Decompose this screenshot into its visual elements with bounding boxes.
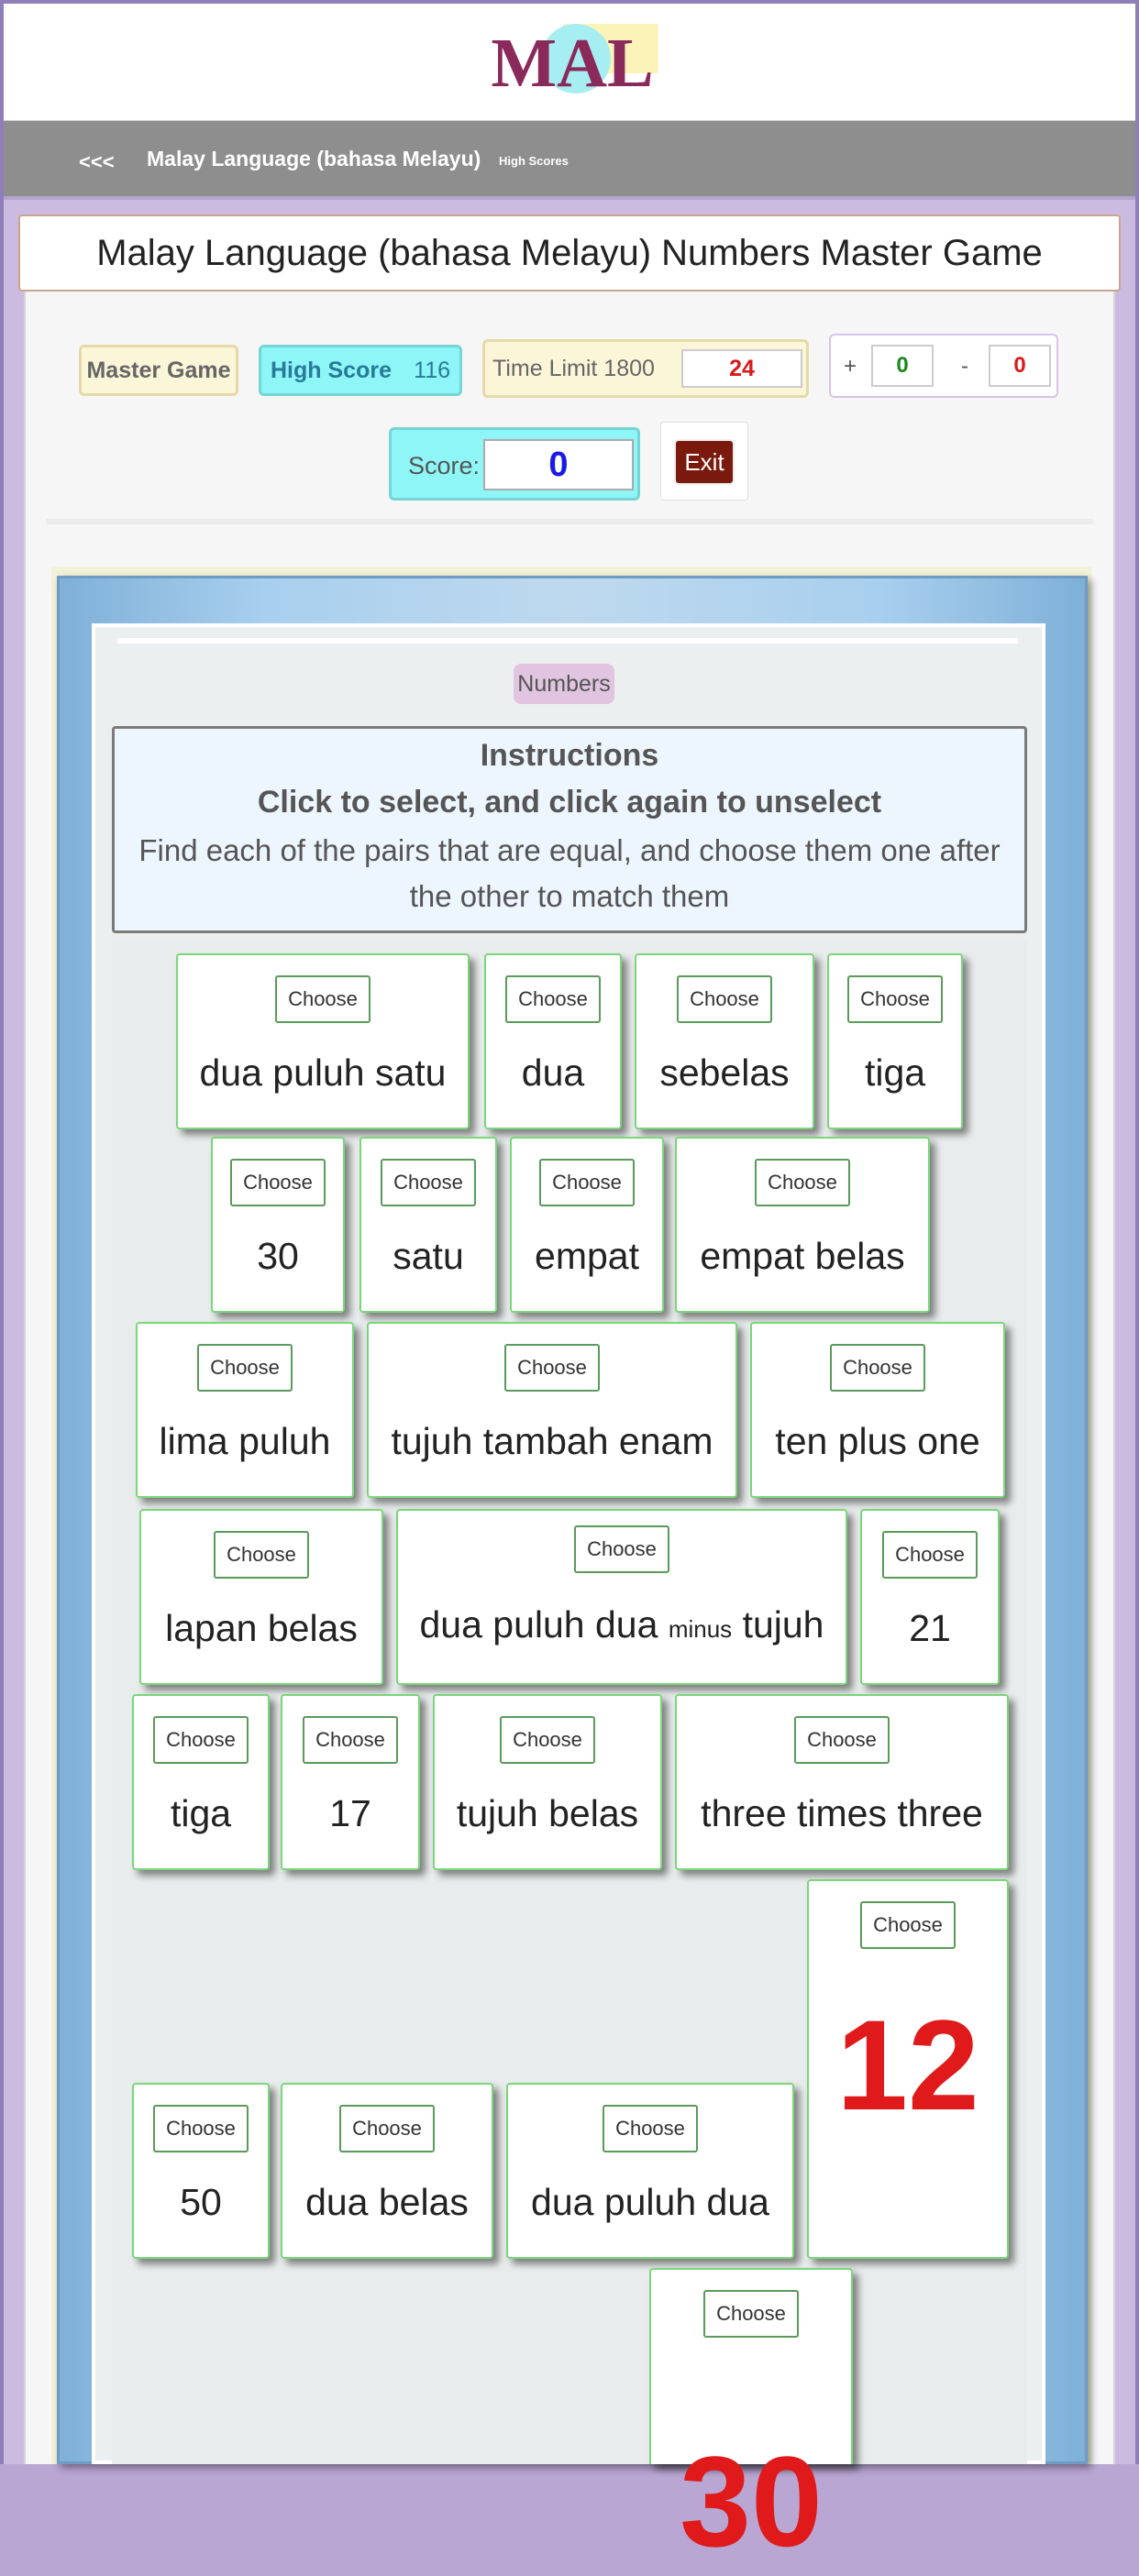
high-score-value: 116 <box>414 357 450 383</box>
divider <box>46 519 1093 524</box>
choose-button[interactable]: Choose <box>860 1901 956 1949</box>
score-value: 0 <box>483 439 634 490</box>
card-label: tiga <box>170 1792 232 1834</box>
card[interactable] <box>176 953 470 1129</box>
choose-button[interactable]: Choose <box>882 1531 978 1579</box>
card-label: dua belas <box>305 2181 469 2223</box>
wrong-count: 0 <box>989 345 1051 387</box>
card[interactable] <box>359 1137 497 1313</box>
game-mode-label: Master Game <box>86 357 231 383</box>
choose-button[interactable]: Choose <box>500 1716 595 1764</box>
game-title-text: Malay Language (bahasa Melayu) Numbers Master Game <box>96 232 1043 273</box>
high-score-label: High Score <box>271 357 392 383</box>
exit-button[interactable]: Exit <box>674 439 735 485</box>
game-mode-badge <box>79 345 238 396</box>
card[interactable] <box>675 1137 930 1313</box>
card[interactable] <box>396 1509 847 1685</box>
choose-button[interactable]: Choose <box>603 2105 698 2152</box>
card-label: 17 <box>329 1792 371 1834</box>
choose-button[interactable]: Choose <box>230 1159 326 1206</box>
card-label: ten plus one <box>775 1420 980 1462</box>
exit-wrapper <box>660 422 748 501</box>
correct-count: 0 <box>871 345 934 387</box>
card[interactable] <box>281 2083 493 2259</box>
time-limit-badge <box>482 339 809 398</box>
instructions-box <box>112 726 1027 933</box>
card[interactable] <box>807 1879 1009 2259</box>
choose-button[interactable]: Choose <box>275 975 370 1023</box>
score-badge <box>389 427 640 501</box>
card-label: sebelas <box>659 1051 790 1094</box>
choose-button[interactable]: Choose <box>197 1344 293 1392</box>
expr-operator: minus <box>668 1615 733 1643</box>
card-label: dua puluh satu <box>199 1051 447 1094</box>
card-label: 30 <box>680 2429 823 2573</box>
expr-left: dua puluh dua <box>419 1603 658 1646</box>
site-title-link[interactable]: Malay Language (bahasa Melayu) <box>147 147 481 171</box>
card[interactable] <box>860 1509 1000 1685</box>
high-scores-link[interactable]: High Scores <box>499 154 569 168</box>
nav-bar <box>4 121 1135 200</box>
card-label: 12 <box>836 1993 979 2137</box>
choose-button[interactable]: Choose <box>153 2105 249 2152</box>
choose-button[interactable]: Choose <box>505 975 601 1023</box>
card-label <box>398 1603 846 1646</box>
choose-button[interactable]: Choose <box>381 1159 476 1206</box>
card-label: satu <box>393 1235 464 1277</box>
high-score-badge <box>259 345 462 396</box>
card[interactable] <box>675 1694 1009 1870</box>
card-label: 21 <box>909 1607 951 1649</box>
match-counter <box>829 334 1058 398</box>
score-label: Score: <box>408 452 481 479</box>
mal-logo[interactable] <box>481 17 664 108</box>
card[interactable] <box>484 953 622 1129</box>
card-label: dua puluh dua <box>531 2181 769 2223</box>
card-label: tujuh belas <box>456 1792 639 1834</box>
choose-button[interactable]: Choose <box>539 1159 635 1206</box>
choose-button[interactable]: Choose <box>574 1525 669 1573</box>
card-label: 30 <box>257 1235 299 1277</box>
card[interactable] <box>132 2083 270 2259</box>
choose-button[interactable]: Choose <box>303 1716 398 1764</box>
card[interactable] <box>635 953 814 1129</box>
instructions-subheading: Click to select, and click again to unselect <box>257 785 882 820</box>
time-value: 24 <box>681 349 802 388</box>
instructions-heading: Instructions <box>480 738 659 773</box>
card-label: lapan belas <box>165 1607 358 1649</box>
card-label: tujuh tambah enam <box>391 1420 713 1462</box>
choose-button[interactable]: Choose <box>677 975 772 1023</box>
choose-button[interactable]: Choose <box>214 1531 309 1579</box>
choose-button[interactable]: Choose <box>847 975 943 1023</box>
choose-button[interactable]: Choose <box>755 1159 850 1206</box>
choose-button[interactable]: Choose <box>153 1716 249 1764</box>
card[interactable] <box>367 1322 737 1498</box>
card[interactable] <box>433 1694 662 1870</box>
card[interactable] <box>510 1137 664 1313</box>
expr-right: tujuh <box>742 1603 824 1646</box>
svg-text:MAL: MAL <box>491 25 654 102</box>
card-label: dua <box>521 1051 585 1094</box>
card-label: empat <box>535 1235 639 1277</box>
back-link[interactable]: <<< <box>79 150 115 173</box>
card[interactable] <box>827 953 963 1129</box>
card-label: lima puluh <box>159 1420 331 1462</box>
card-label: 50 <box>180 2181 222 2223</box>
card[interactable] <box>132 1694 270 1870</box>
choose-button[interactable]: Choose <box>703 2290 799 2338</box>
plus-sign: + <box>844 354 857 379</box>
minus-sign: - <box>961 354 968 379</box>
instructions-text: Find each of the pairs that are equal, and choose them one after the other to match them <box>138 833 1001 913</box>
game-title <box>18 215 1121 292</box>
card-label: three times three <box>701 1792 983 1834</box>
choose-button[interactable]: Choose <box>339 2105 435 2152</box>
choose-button[interactable]: Choose <box>794 1716 890 1764</box>
card[interactable] <box>281 1694 420 1870</box>
inner-divider <box>117 638 1018 644</box>
card[interactable] <box>750 1322 1005 1498</box>
card[interactable] <box>506 2083 794 2259</box>
card-label: empat belas <box>700 1235 905 1277</box>
card[interactable] <box>136 1322 354 1498</box>
card[interactable] <box>139 1509 383 1685</box>
site-header <box>4 4 1135 121</box>
category-badge: Numbers <box>514 664 614 704</box>
choose-button[interactable]: Choose <box>830 1344 925 1392</box>
card[interactable] <box>649 2268 853 2573</box>
choose-button[interactable]: Choose <box>504 1344 600 1392</box>
card-label: tiga <box>864 1051 926 1094</box>
card[interactable] <box>211 1137 345 1313</box>
time-limit-label: Time Limit 1800 <box>492 355 655 381</box>
